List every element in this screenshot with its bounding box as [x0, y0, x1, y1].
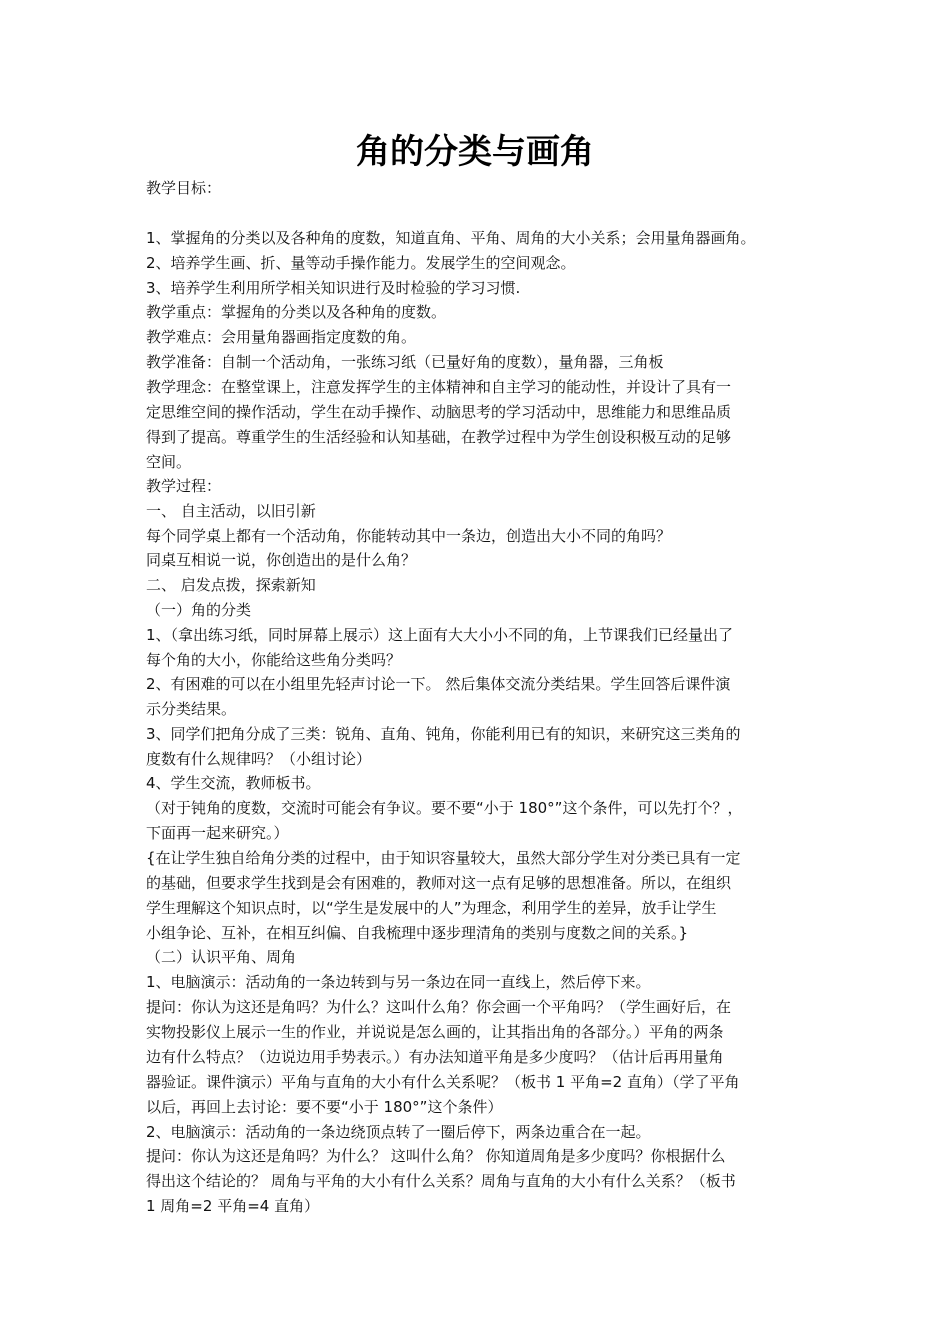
body-line: 教学准备：自制一个活动角，一张练习纸（已量好角的度数），量角器，三角板: [146, 353, 664, 371]
body-line: 1、（拿出练习纸，同时屏幕上展示）这上面有大大小小不同的角，上节课我们已经量出了: [146, 626, 734, 644]
body-line: 定思维空间的操作活动，学生在动手操作、动脑思考的学习活动中，思维能力和思维品质: [146, 403, 732, 421]
body-line: 提问：你认为这还是角吗？为什么？这叫什么角？你会画一个平角吗？（学生画好后，在: [146, 998, 732, 1016]
body-line: 得到了提高。尊重学生的生活经验和认知基础，在教学过程中为学生创设积极互动的足够: [146, 428, 732, 446]
body-line: 教学重点：掌握角的分类以及各种角的度数。: [146, 303, 447, 321]
body-line: 二、 启发点拨，探索新知: [146, 576, 316, 594]
body-line: 同桌互相说一说，你创造出的是什么角？: [146, 551, 417, 569]
body-line: 空间。: [146, 453, 192, 471]
body-line: 一、 自主活动，以旧引新: [146, 502, 316, 520]
body-line: （一）角的分类: [146, 601, 252, 619]
body-line: （对于钝角的度数，交流时可能会有争议。要不要“小于 180°”这个条件，可以先打个？，: [146, 799, 743, 817]
body-line: 示分类结果。: [146, 700, 237, 718]
body-line: 1、电脑演示：活动角的一条边转到与另一条边在同一直线上，然后停下来。: [146, 973, 651, 991]
body-line: 4、学生交流，教师板书。: [146, 774, 321, 792]
body-line: 2、有困难的可以在小组里先轻声讨论一下。 然后集体交流分类结果。学生回答后课件演: [146, 675, 731, 693]
body-line: 1、掌握角的分类以及各种角的度数，知道直角、平角、周角的大小关系；会用量角器画角。: [146, 229, 756, 247]
body-line: 3、同学们把角分成了三类：锐角、直角、钝角，你能利用已有的知识，来研究这三类角的: [146, 725, 741, 743]
body-line: 的基础，但要求学生找到是会有困难的，教师对这一点有足够的思想准备。所以，在组织: [146, 874, 732, 892]
body-line: 1 周角=2 平角=4 直角）: [146, 1197, 320, 1215]
body-line: 下面再一起来研究。）: [146, 824, 289, 842]
body-line: 边有什么特点？（边说边用手势表示。）有办法知道平角是多少度吗？（估计后再用量角: [146, 1048, 724, 1066]
body-line: 提问：你认为这还是角吗？为什么？ 这叫什么角？ 你知道周角是多少度吗？你根据什么: [146, 1147, 726, 1165]
body-line: {在让学生独自给角分类的过程中，由于知识容量较大，虽然大部分学生对分类已具有一定: [146, 849, 741, 867]
body-line: （二）认识平角、周角: [146, 948, 297, 966]
body-line: 教学过程：: [146, 477, 222, 495]
body-line: 教学目标：: [146, 179, 222, 197]
body-line: 教学难点：会用量角器画指定度数的角。: [146, 328, 417, 346]
body-line: 实物投影仪上展示一生的作业，并说说是怎么画的，让其指出角的各部分。）平角的两条: [146, 1023, 724, 1041]
body-line: 器验证。课件演示）平角与直角的大小有什么关系呢？（板书 1 平角=2 直角）（学了平角: [146, 1073, 740, 1091]
body-line: 每个同学桌上都有一个活动角，你能转动其中一条边，创造出大小不同的角吗？: [146, 527, 672, 545]
body-line: 2、电脑演示：活动角的一条边绕顶点转了一圈后停下，两条边重合在一起。: [146, 1123, 651, 1141]
body-line: 得出这个结论的？ 周角与平角的大小有什么关系？周角与直角的大小有什么关系？（板书: [146, 1172, 736, 1190]
body-line: 2、培养学生画、折、量等动手操作能力。发展学生的空间观念。: [146, 254, 576, 272]
body-line: 每个角的大小，你能给这些角分类吗？: [146, 651, 402, 669]
body-line: 以后，再回上去讨论：要不要“小于 180°”这个条件）: [146, 1098, 503, 1116]
body-line: 教学理念：在整堂课上，注意发挥学生的主体精神和自主学习的能动性，并设计了具有一: [146, 378, 732, 396]
body-line: 度数有什么规律吗？（小组讨论）: [146, 750, 372, 768]
body-line: 3、培养学生利用所学相关知识进行及时检验的学习习惯.: [146, 279, 521, 297]
body-line: 学生理解这个知识点时，以“学生是发展中的人”为理念，利用学生的差异，放手让学生: [146, 899, 717, 917]
document-title: 角的分类与画角: [356, 132, 594, 172]
body-line: 小组争论、互补，在相互纠偏、自我梳理中逐步理清角的类别与度数之间的关系。}: [146, 924, 689, 942]
